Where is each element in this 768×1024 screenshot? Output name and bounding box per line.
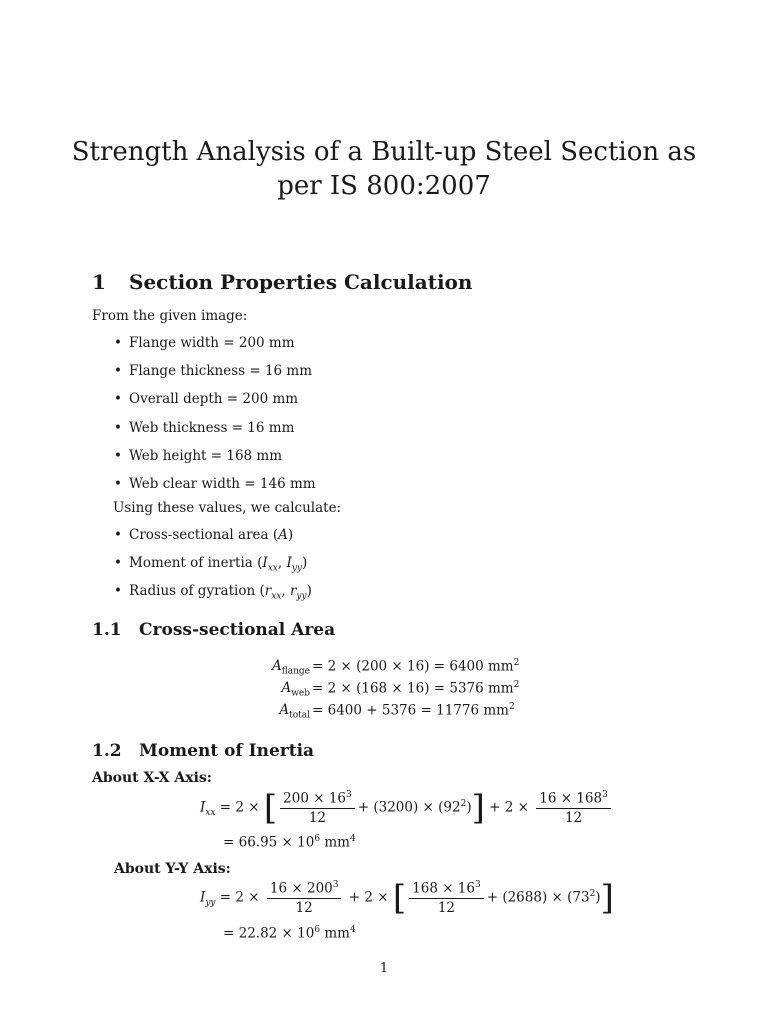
- iyy-fraction-2: $\frac{168 \times 16^3}{12}$: [409, 880, 484, 916]
- intro-text: From the given image:: [92, 308, 248, 324]
- iyy-fraction-1: $\frac{16 \times 200^3}{12}$: [267, 880, 342, 916]
- list-item: • Web height = 168 mm: [113, 447, 316, 475]
- section-1-1-heading: [92, 620, 492, 640]
- page-number: 1: [379, 961, 389, 976]
- list-item: • Flange thickness = 16 mm: [113, 362, 316, 390]
- calc-list: [113, 526, 312, 611]
- list-item: • Radius of gyration ($r_{xx}$, $r_{yy}$): [113, 582, 312, 610]
- document-title: Strength Analysis of a Built-up Steel Section as per IS 800:2007: [71, 137, 697, 201]
- section-1-number: 1: [92, 270, 106, 294]
- bracket-close: ]: [471, 787, 485, 828]
- using-text: Using these values, we calculate:: [113, 500, 342, 516]
- list-item: • Cross-sectional area (A): [113, 526, 312, 554]
- list-item: • Web clear width = 146 mm: [113, 475, 316, 503]
- ixx-fraction-2: $\frac{16 \times 168^3}{12}$: [536, 790, 611, 826]
- given-values-list: [113, 334, 316, 503]
- bracket-close: ]: [600, 877, 614, 918]
- area-web-lhs: $A_{web}$: [281, 680, 310, 699]
- section-1-2-title: Moment of Inertia: [139, 741, 315, 761]
- section-1-2-heading: [92, 741, 492, 761]
- list-item: • Web thickness = 16 mm: [113, 419, 316, 447]
- ixx-fraction-1: $\frac{200 \times 16^3}{12}$: [280, 790, 355, 826]
- area-total-rhs: = 6400 + 5376 = 11776 $mm^2$: [312, 702, 515, 719]
- area-flange-lhs: $A_{flange}$: [271, 658, 310, 677]
- yy-axis-heading: About Y-Y Axis:: [114, 861, 231, 877]
- list-item: • Overall depth = 200 mm: [113, 390, 316, 418]
- area-total-lhs: $A_{total}$: [279, 702, 310, 721]
- area-web-rhs: = 2 × (168 × 16) = 5376 $mm^2$: [312, 680, 520, 697]
- section-1-1-title: Cross-sectional Area: [139, 620, 336, 640]
- section-1-title: Section Properties Calculation: [129, 270, 473, 294]
- iyy-equation: $I_{yy} = 2$ × $\frac{16 \times 200^3}{12}$ + 2 × [ $\frac{168 \times 16^3}{12}$ + $(2688) \times (73^2)$]: [200, 877, 614, 918]
- bracket-open: [: [392, 877, 407, 918]
- area-flange-rhs: = 2 × (200 × 16) = 6400 $mm^2$: [312, 658, 520, 675]
- ixx-result: = $66.95 \times 10^6$ $mm^4$: [223, 834, 356, 851]
- xx-axis-heading: About X-X Axis:: [92, 770, 212, 786]
- ixx-equation: $I_{xx} = 2$ × [ $\frac{200 \times 16^3}{12}$ + $(3200) \times (92^2)] + 2$ × $\frac{16 \times 168^3}{12}$: [200, 790, 614, 826]
- bracket-open: [: [263, 787, 278, 828]
- iyy-result: = $22.82 \times 10^6$ $mm^4$: [223, 925, 356, 942]
- list-item: • Flange width = 200 mm: [113, 334, 316, 362]
- section-1-1-number: 1.1: [92, 620, 122, 640]
- section-1-2-number: 1.2: [92, 741, 122, 761]
- list-item: • Moment of inertia ($I_{xx}$, $I_{yy}$): [113, 554, 312, 582]
